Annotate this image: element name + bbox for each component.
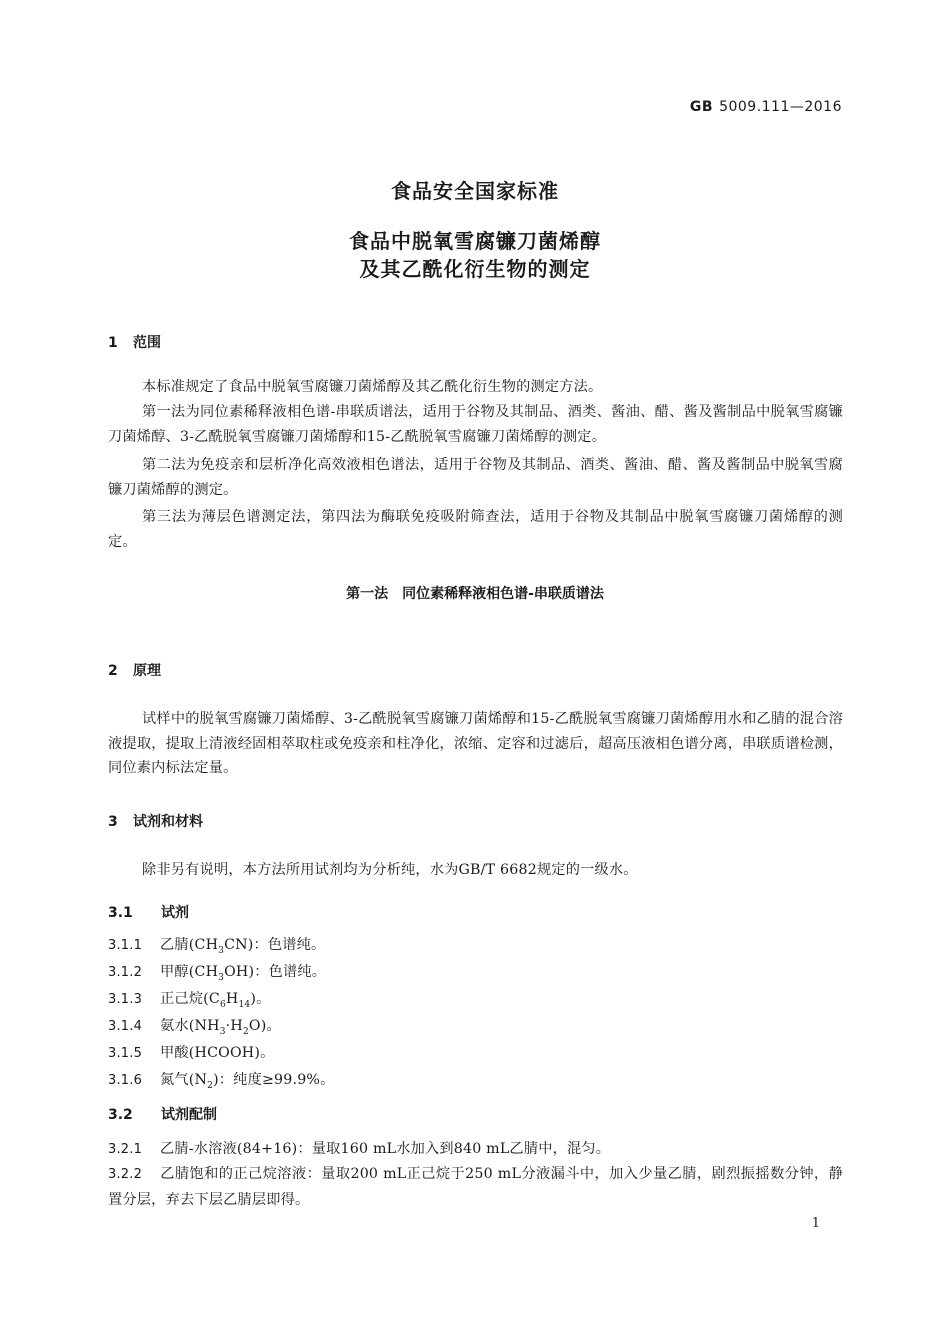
- reagent-number: 3.1.4: [108, 1019, 143, 1034]
- reagent-item: 3.1.5 甲酸(HCOOH)。: [108, 1041, 843, 1067]
- reagent-number: 3.1.1: [108, 938, 143, 953]
- reagents-intro-paragraph: 除非另有说明，本方法所用试剂均为分析纯，水为GB/T 6682规定的一级水。: [142, 862, 638, 878]
- sub-title-line1: 食品中脱氧雪腐镰刀菌烯醇: [349, 229, 601, 253]
- reagent-number: 3.1.5: [108, 1046, 143, 1061]
- reagent-item: 3.1.4 氨水$(NH_3\cdot H_2O)$。: [108, 1014, 843, 1044]
- scope-paragraph-3: 第二法为免疫亲和层析净化高效液相色谱法，适用于谷物及其制品、酒类、酱油、醋、酱及酱制品中脱氧雪腐镰刀菌烯醇的测定。: [108, 457, 843, 498]
- preparation-text: 乙腈饱和的正己烷溶液：量取200 mL正己烷于250 mL分液漏斗中，加入少量乙腈，剧烈振摇数分钟，静置分层，弃去下层乙腈层即得。: [108, 1166, 843, 1208]
- reagent-number: 3.1.3: [108, 992, 143, 1007]
- reagent-item: 3.1.2 甲醇$(CH_3OH)$：色谱纯。: [108, 960, 843, 990]
- reagent-number: 3.1.6: [108, 1073, 143, 1088]
- reagent-item: 3.1.6 氮气$(N_2)$：纯度≥99.9%。: [108, 1068, 843, 1098]
- preparation-number: 3.2.2: [108, 1167, 143, 1182]
- section-heading-reagents-materials: 3 试剂和材料: [108, 814, 203, 830]
- method-one-heading: 第一法 同位素稀释液相色谱-串联质谱法: [346, 586, 604, 602]
- sub-title: [0, 227, 950, 283]
- preparation-item: [108, 1137, 843, 1163]
- standard-prefix: GB: [689, 99, 714, 115]
- standard-number: 5009.111—2016: [719, 99, 842, 115]
- standard-code: [690, 99, 842, 115]
- scope-paragraph-1: 本标准规定了食品中脱氧雪腐镰刀菌烯醇及其乙酰化衍生物的测定方法。: [142, 379, 603, 395]
- scope-paragraph-4: 第三法为薄层色谱测定法，第四法为酶联免疫吸附筛查法，适用于谷物及其制品中脱氧雪腐镰刀菌烯醇的测定。: [108, 509, 843, 550]
- reagent-item: 3.1.3 正己烷$(C_6H_{14})$。: [108, 987, 843, 1017]
- principle-paragraph: 试样中的脱氧雪腐镰刀菌烯醇、3-乙酰脱氧雪腐镰刀菌烯醇和15-乙酰脱氧雪腐镰刀菌烯醇用水和乙腈的混合溶液提取，提取上清液经固相萃取柱或免疫亲和柱净化，浓缩、定容和过滤后，超高压液相色谱分离，串联质谱检测，同位素内标法定量。: [108, 711, 843, 776]
- page-number: 1: [811, 1216, 820, 1231]
- main-title: 食品安全国家标准: [391, 179, 559, 203]
- preparation-item: [108, 1162, 843, 1212]
- scope-paragraph-2: 第一法为同位素稀释液相色谱-串联质谱法，适用于谷物及其制品、酒类、酱油、醋、酱及酱制品中脱氧雪腐镰刀菌烯醇、3-乙酰脱氧雪腐镰刀菌烯醇和15-乙酰脱氧雪腐镰刀菌烯醇的测定。: [108, 404, 843, 445]
- sub-title-line2: 及其乙酰化衍生物的测定: [359, 257, 591, 281]
- reagent-number: 3.1.2: [108, 965, 143, 980]
- section-heading-principle: 2 原理: [108, 663, 161, 679]
- preparation-number: 3.2.1: [108, 1142, 143, 1157]
- section-heading-scope: 1 范围: [108, 335, 161, 351]
- section-heading-preparation: 3.2 试剂配制: [108, 1107, 217, 1123]
- preparation-text: 乙腈-水溶液(84+16)：量取160 mL水加入到840 mL乙腈中，混匀。: [160, 1141, 611, 1157]
- section-heading-reagents: 3.1 试剂: [108, 905, 189, 921]
- reagent-item: 3.1.1 乙腈$(CH_3CN)$：色谱纯。: [108, 933, 843, 963]
